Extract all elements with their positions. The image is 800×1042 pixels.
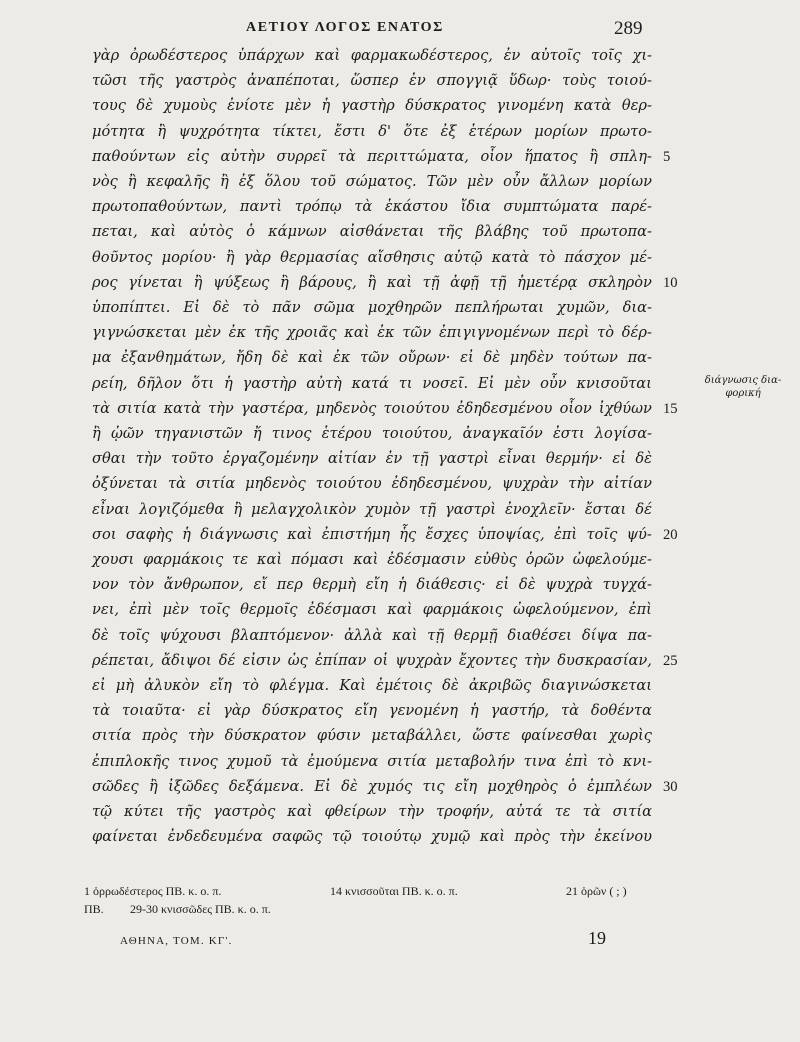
line-number: 10 — [663, 274, 678, 291]
text-line: σθαι τὴν τοῦτο ἐργαζομένην αἰτίαν ἐν τῇ γαστρὶ εἶναι θερμήν· εἰ δὲ — [92, 450, 652, 468]
margin-note: διάγνωσις δια-φορική — [704, 374, 782, 399]
text-line: ὑποπίπτει. Εἰ δὲ τὸ πᾶν σῶμα μοχθηρῶν πεπλήρωται χυμῶν, δια- — [92, 299, 652, 316]
text-line: φαίνεται ἐνδεδευμένα σαφῶς τῷ τοιούτῳ χυμῷ καὶ πρὸς τὴν ἐκείνου — [92, 828, 652, 846]
text-line: τὰ τοιαῦτα· εἰ γὰρ δύσκρατος εἴη γενομένη ἡ γαστήρ, τὰ δοθέντα — [92, 702, 652, 720]
footnote: 29-30 κνισσῶδες ΠΒ. κ. ο. π. — [130, 902, 271, 916]
text-line: μα ἐξανθημάτων, ἤδη δὲ καὶ ἐκ τῶν οὔρων· εἰ δὲ μηδὲν τούτων πα- — [92, 349, 652, 367]
line-number: 20 — [663, 526, 678, 543]
text-line: σοι σαφὴς ἡ διάγνωσις καὶ ἐπιστήμη ἧς ἔσχες ὑποψίας, ἐπὶ τοῖς ψύ- — [92, 525, 652, 543]
text-line: τὰ σιτία κατὰ τὴν γαστέρα, μηδενὸς τοιούτου ἐδηδεσμένου οἷον ἰχθύων — [92, 399, 652, 417]
text-line: νον τὸν ἄνθρωπον, εἴ περ θερμὴ εἴη ἡ διάθεσις· εἰ δὲ ψυχρὰ τυγχά- — [92, 576, 652, 594]
text-line: πρωτοπαθούντων, παντὶ τρόπῳ τὰ ἑκάστου ἴδια συμπτώματα παρέ- — [92, 198, 652, 216]
footnote: ΠΒ. — [84, 902, 104, 916]
text-line: μότητα ἢ ψυχρότητα τίκτει, ἔστι δ' ὅτε ἐξ ἑτέρων μορίων πρωτο- — [92, 122, 652, 140]
text-line: σῶδες ἢ ἰξῶδες δεξάμενα. Εἰ δὲ χυμός τις εἴη μοχθηρὸς ὁ ἐμπλέων — [92, 777, 652, 795]
text-line: χουσι φαρμάκοις τε καὶ πόμασι καὶ ἐδέσμασιν εὐθὺς ὁρῶν ὠφελούμε- — [92, 551, 652, 568]
text-line: ἢ ᾠῶν τηγανιστῶν ἤ τινος ἑτέρου τοιούτου, ἀναγκαῖόν ἐστι λογίσα- — [92, 425, 652, 442]
text-line: ὀξύνεται τὰ σιτία μηδενὸς τοιούτου ἐδηδεσμένου, ψυχρὰν τὴν αἰτίαν — [92, 475, 652, 493]
text-line: δὲ τοῖς ψύχουσι βλαπτόμενον· ἀλλὰ καὶ τῇ θερμῇ διαθέσει δίψα πα- — [92, 626, 652, 644]
running-head: ΑΕΤΙΟΥ ΛΟΓΟΣ ΕΝΑΤΟΣ — [246, 20, 444, 35]
text-line: ρος γίνεται ἢ ψύξεως ἢ βάρους, ἢ καὶ τῇ ἀφῇ τῇ ἡμετέρᾳ σκληρὸν — [92, 273, 652, 291]
text-line: νει, ἐπὶ μὲν τοῖς θερμοῖς ἐδέσμασι καὶ φαρμάκοις ὠφελούμενον, ἐπὶ — [92, 601, 652, 619]
text-line: ρέπεται, ἄδιψοι δέ εἰσιν ὡς ἐπίπαν οἱ ψυχρὰν ἔχοντες τὴν δυσκρασίαν, — [92, 651, 652, 669]
line-number: 5 — [663, 148, 671, 165]
line-number: 30 — [663, 778, 678, 795]
text-line: εἰ μὴ ἀλυκὸν εἴη τὸ φλέγμα. Καὶ ἐμέτοις δὲ ἀκριβῶς διαγινώσκεται — [92, 677, 652, 694]
footnote: 1 ὀρρωδέστερος ΠΒ. κ. ο. π. — [84, 884, 222, 898]
text-line: ρείη, δῆλον ὅτι ἡ γαστὴρ αὐτὴ κατά τι νοσεῖ. Εἰ μὲν οὖν κνισοῦται — [92, 374, 652, 392]
text-line: πεται, καὶ αὐτὸς ὁ κάμνων αἰσθάνεται τῆς βλάβης τοῦ πρωτοπα- — [92, 223, 652, 241]
text-line: θοῦντος μορίου· ἢ γὰρ θερμασίας αἴσθησις αὐτῷ κατὰ τὸ πάσχον μέ- — [92, 248, 652, 266]
text-line: ἐπιπλοκῆς τινος χυμοῦ τὰ ἐμούμενα σιτία μεταβολήν τινα ἐπὶ τὸ κνι- — [92, 752, 652, 770]
page-number: 289 — [614, 18, 643, 39]
text-line: γὰρ ὀρωδέστερος ὑπάρχων καὶ φαρμακωδέστερος, ἐν αὐτοῖς τοῖς χι- — [92, 47, 652, 64]
imprint: ΑΘΗΝΑ, ΤΟΜ. ΚΓ'. — [120, 935, 233, 947]
line-number: 25 — [663, 652, 678, 669]
text-line: γιγνώσκεται μὲν ἐκ τῆς χροιᾶς καὶ ἐκ τῶν ἐπιγιγνομένων περὶ τὸ δέρ- — [92, 324, 652, 342]
text-line: τους δὲ χυμοὺς ἐνίοτε μὲν ἡ γαστὴρ δύσκρατος γινομένη κατὰ θερ- — [92, 97, 652, 115]
text-line: παθούντων εἰς αὐτὴν συρρεῖ τὰ περιττώματα, οἷον ἥπατος ἢ σπλη- — [92, 147, 652, 165]
line-number: 15 — [663, 400, 678, 417]
footnote: 21 ὁρῶν ( ; ) — [566, 884, 627, 898]
text-line: εἶναι λογιζόμεθα ἢ μελαγχολικὸν χυμὸν τῇ γαστρὶ ἐνοχλεῖν· ἔσται δέ — [92, 500, 652, 518]
footnote: 14 κνισσοῦται ΠΒ. κ. ο. π. — [330, 884, 458, 898]
signature-mark: 19 — [588, 928, 606, 948]
text-line: τῷ κύτει τῆς γαστρὸς καὶ φθείρων τὴν τροφήν, αὐτά τε τὰ σιτία — [92, 803, 652, 820]
text-line: σιτία πρὸς τὴν δύσκρατον φύσιν μεταβάλλει, ὥστε φαίνεσθαι χωρὶς — [92, 727, 652, 745]
text-line: νὸς ἢ κεφαλῆς ἢ ἐξ ὅλου τοῦ σώματος. Τῶν μὲν οὖν ἄλλων μορίων — [92, 173, 652, 190]
text-line: τῶσι τῆς γαστρὸς ἀναπέποται, ὥσπερ ἐν σπογγιᾷ ὕδωρ· τοὺς τοιού- — [92, 72, 652, 90]
